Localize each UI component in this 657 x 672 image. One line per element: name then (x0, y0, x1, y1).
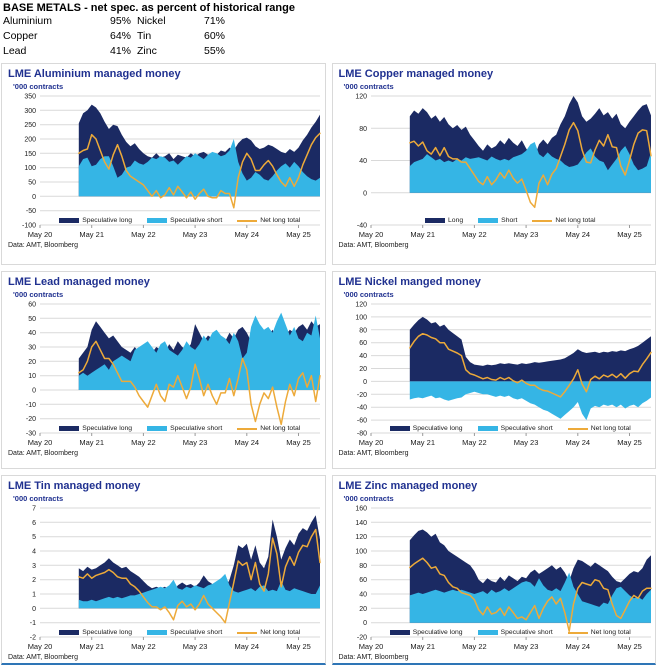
svg-text:May 23: May 23 (182, 642, 208, 651)
svg-text:May 21: May 21 (409, 438, 435, 447)
svg-text:50: 50 (28, 179, 36, 187)
svg-text:100: 100 (24, 165, 36, 173)
svg-text:-100: -100 (21, 222, 36, 230)
svg-text:May 23: May 23 (513, 438, 538, 447)
svg-text:May 25: May 25 (616, 642, 642, 651)
svg-text:300: 300 (24, 107, 36, 115)
svg-text:May 21: May 21 (409, 230, 435, 239)
long-swatch (425, 218, 445, 223)
speculative-short-swatch (478, 426, 498, 431)
charts-grid (0, 63, 657, 665)
svg-text:May 24: May 24 (564, 642, 590, 651)
svg-text:40: 40 (358, 353, 367, 361)
svg-text:140: 140 (354, 519, 367, 527)
svg-text:1: 1 (32, 591, 36, 599)
chart-legend (374, 217, 648, 224)
svg-text:0: 0 (362, 190, 367, 198)
svg-text:350: 350 (24, 93, 36, 101)
svg-text:10: 10 (28, 373, 36, 381)
speculative-long-swatch (390, 426, 410, 431)
y-axis-units-label: '000 contracts (13, 290, 64, 299)
chart-panel-tin (1, 475, 326, 665)
svg-text:-50: -50 (25, 208, 36, 216)
svg-text:May 21: May 21 (409, 642, 435, 651)
speculative-long-swatch (390, 630, 410, 635)
svg-text:-10: -10 (25, 401, 36, 409)
svg-text:20: 20 (358, 366, 367, 373)
speculative-long-swatch (59, 218, 79, 223)
svg-text:May 22: May 22 (461, 438, 487, 447)
svg-text:0: 0 (32, 605, 36, 613)
svg-text:May 21: May 21 (79, 438, 105, 447)
chart-title: LME Nickel manged money (338, 276, 481, 288)
net-long-total-swatch (568, 428, 588, 430)
metal-label: Nickel (137, 15, 166, 27)
svg-text:May 20: May 20 (358, 230, 383, 239)
metal-percent: 60% (203, 30, 225, 42)
nickel-plot-area (338, 300, 652, 448)
short-swatch (478, 218, 498, 223)
chart-legend (374, 629, 648, 636)
svg-text:May 22: May 22 (461, 642, 487, 651)
svg-text:60: 60 (358, 577, 367, 585)
svg-text:-30: -30 (25, 430, 36, 438)
legend-label: Speculative long (82, 217, 133, 224)
legend-label: Net long total (260, 217, 301, 224)
svg-text:0: 0 (362, 620, 367, 628)
svg-text:120: 120 (354, 93, 367, 101)
svg-text:80: 80 (358, 562, 367, 570)
svg-text:May 24: May 24 (234, 438, 260, 447)
y-axis-units-label: '000 contracts (13, 494, 64, 503)
svg-text:May 23: May 23 (182, 438, 208, 447)
metal-percent: 95% (109, 15, 131, 27)
svg-text:May 25: May 25 (286, 642, 311, 651)
chart-legend (43, 629, 317, 636)
svg-text:20: 20 (358, 605, 367, 613)
chart-title: LME Lead managed money (8, 276, 150, 288)
chart-panel-copper (332, 63, 657, 265)
chart-panel-lead (1, 271, 326, 469)
svg-text:May 20: May 20 (27, 642, 53, 651)
source-note: Data: AMT, Bloomberg (338, 450, 409, 457)
legend-label: Speculative long (82, 425, 133, 432)
chart-panel-zinc (332, 475, 657, 665)
net-long-total-swatch (237, 632, 257, 634)
svg-text:80: 80 (358, 327, 367, 335)
legend-label: Speculative short (170, 217, 223, 224)
svg-text:May 23: May 23 (182, 230, 208, 239)
legend-label: Net long total (590, 425, 631, 432)
legend-label: Net long total (590, 629, 631, 636)
svg-text:-40: -40 (356, 222, 367, 230)
y-axis-units-label: '000 contracts (343, 494, 394, 503)
metal-percent: 55% (203, 45, 225, 57)
zinc-plot-area (338, 504, 652, 652)
svg-text:0: 0 (32, 387, 36, 395)
svg-text:May 25: May 25 (286, 438, 311, 447)
svg-text:50: 50 (28, 315, 36, 323)
summary-row (3, 29, 653, 44)
svg-text:-20: -20 (356, 634, 367, 642)
svg-text:80: 80 (358, 125, 367, 133)
svg-text:May 24: May 24 (564, 438, 590, 447)
legend-label: Net long total (555, 217, 596, 224)
aluminium-plot-area (7, 92, 321, 240)
net-long-total-swatch (237, 220, 257, 222)
svg-text:3: 3 (32, 562, 36, 570)
svg-text:May 24: May 24 (234, 642, 260, 651)
net-long-total-swatch (532, 220, 552, 222)
metal-label: Aluminium (3, 15, 53, 27)
net-long-total-swatch (237, 428, 257, 430)
legend-label: Speculative short (500, 425, 553, 432)
net-long-total-swatch (568, 632, 588, 634)
speculative-short-swatch (147, 426, 167, 431)
chart-legend (374, 425, 648, 432)
svg-text:-60: -60 (356, 417, 367, 425)
svg-text:May 23: May 23 (513, 642, 538, 651)
svg-text:150: 150 (24, 150, 36, 158)
summary-row (3, 44, 653, 59)
svg-text:250: 250 (24, 122, 36, 130)
legend-label: Speculative short (170, 629, 223, 636)
speculative-short-swatch (147, 218, 167, 223)
svg-text:May 21: May 21 (79, 230, 105, 239)
svg-text:May 24: May 24 (234, 230, 260, 239)
svg-text:-20: -20 (356, 391, 367, 399)
svg-text:200: 200 (24, 136, 36, 144)
svg-text:May 22: May 22 (131, 438, 156, 447)
metal-percent: 71% (203, 15, 225, 27)
svg-text:-1: -1 (29, 620, 36, 628)
chart-title: LME Tin managed money (8, 480, 141, 492)
legend-label: Long (448, 217, 464, 224)
metal-label: Zinc (137, 45, 157, 57)
svg-text:May 25: May 25 (286, 230, 311, 239)
y-axis-units-label: '000 contracts (343, 290, 394, 299)
chart-panel-nickel (332, 271, 657, 469)
svg-text:May 20: May 20 (358, 438, 383, 447)
svg-text:6: 6 (32, 519, 36, 527)
svg-text:5: 5 (32, 534, 36, 542)
legend-label: Net long total (260, 425, 301, 432)
metal-percent: 64% (109, 30, 131, 42)
svg-text:30: 30 (28, 344, 36, 352)
legend-label: Speculative short (500, 629, 553, 636)
svg-text:May 20: May 20 (27, 230, 53, 239)
copper-plot-area (338, 92, 652, 240)
source-note: Data: AMT, Bloomberg (8, 654, 79, 661)
speculative-short-swatch (147, 630, 167, 635)
source-note: Data: AMT, Bloomberg (338, 654, 409, 661)
svg-text:May 25: May 25 (616, 438, 642, 447)
metal-label: Copper (3, 30, 38, 42)
svg-text:40: 40 (358, 158, 367, 165)
svg-text:May 23: May 23 (513, 230, 538, 239)
svg-text:May 25: May 25 (616, 230, 642, 239)
chart-panel-aluminium (1, 63, 326, 265)
legend-label: Net long total (260, 629, 301, 636)
legend-label: Speculative long (82, 629, 133, 636)
metal-percent: 41% (109, 45, 131, 57)
metal-label: Lead (3, 45, 27, 57)
svg-text:100: 100 (354, 548, 367, 556)
summary-header (0, 0, 657, 63)
svg-text:-2: -2 (29, 634, 36, 642)
chart-title: LME Aluminium managed money (8, 68, 181, 80)
svg-text:0: 0 (32, 193, 36, 201)
chart-legend (43, 217, 317, 224)
speculative-long-swatch (59, 630, 79, 635)
svg-text:60: 60 (28, 301, 36, 309)
legend-label: Speculative long (412, 425, 463, 432)
chart-title: LME Zinc managed money (338, 480, 478, 492)
svg-text:May 21: May 21 (79, 642, 105, 651)
metal-label: Tin (137, 30, 152, 42)
svg-text:May 22: May 22 (131, 642, 156, 651)
svg-text:May 24: May 24 (564, 230, 590, 239)
summary-row (3, 14, 653, 29)
svg-text:May 22: May 22 (461, 230, 487, 239)
svg-text:0: 0 (362, 378, 367, 386)
legend-label: Speculative long (412, 629, 463, 636)
svg-text:4: 4 (32, 548, 36, 556)
svg-text:20: 20 (28, 358, 36, 366)
svg-text:-40: -40 (356, 404, 367, 412)
speculative-short-swatch (478, 630, 498, 635)
y-axis-units-label: '000 contracts (343, 82, 394, 91)
legend-label: Short (501, 217, 518, 224)
svg-text:May 20: May 20 (27, 438, 53, 447)
source-note: Data: AMT, Bloomberg (8, 242, 79, 249)
svg-text:160: 160 (354, 505, 367, 513)
lead-plot-area (7, 300, 321, 448)
svg-text:7: 7 (32, 505, 36, 513)
page-title: BASE METALS - net spec. as percent of historical range (3, 2, 295, 14)
svg-text:60: 60 (358, 340, 367, 348)
svg-text:100: 100 (354, 314, 367, 322)
svg-text:May 20: May 20 (358, 642, 383, 651)
chart-legend (43, 425, 317, 432)
speculative-long-swatch (59, 426, 79, 431)
svg-text:2: 2 (32, 577, 36, 585)
source-note: Data: AMT, Bloomberg (338, 242, 409, 249)
legend-label: Speculative short (170, 425, 223, 432)
svg-text:May 22: May 22 (131, 230, 156, 239)
source-note: Data: AMT, Bloomberg (8, 450, 79, 457)
chart-title: LME Copper managed money (338, 68, 494, 80)
svg-text:40: 40 (28, 330, 36, 338)
svg-text:-80: -80 (356, 430, 367, 438)
svg-text:120: 120 (354, 534, 367, 542)
tin-plot-area (7, 504, 321, 652)
svg-text:120: 120 (354, 301, 367, 309)
y-axis-units-label: '000 contracts (13, 82, 64, 91)
svg-text:-20: -20 (25, 416, 36, 424)
svg-text:40: 40 (358, 591, 367, 599)
